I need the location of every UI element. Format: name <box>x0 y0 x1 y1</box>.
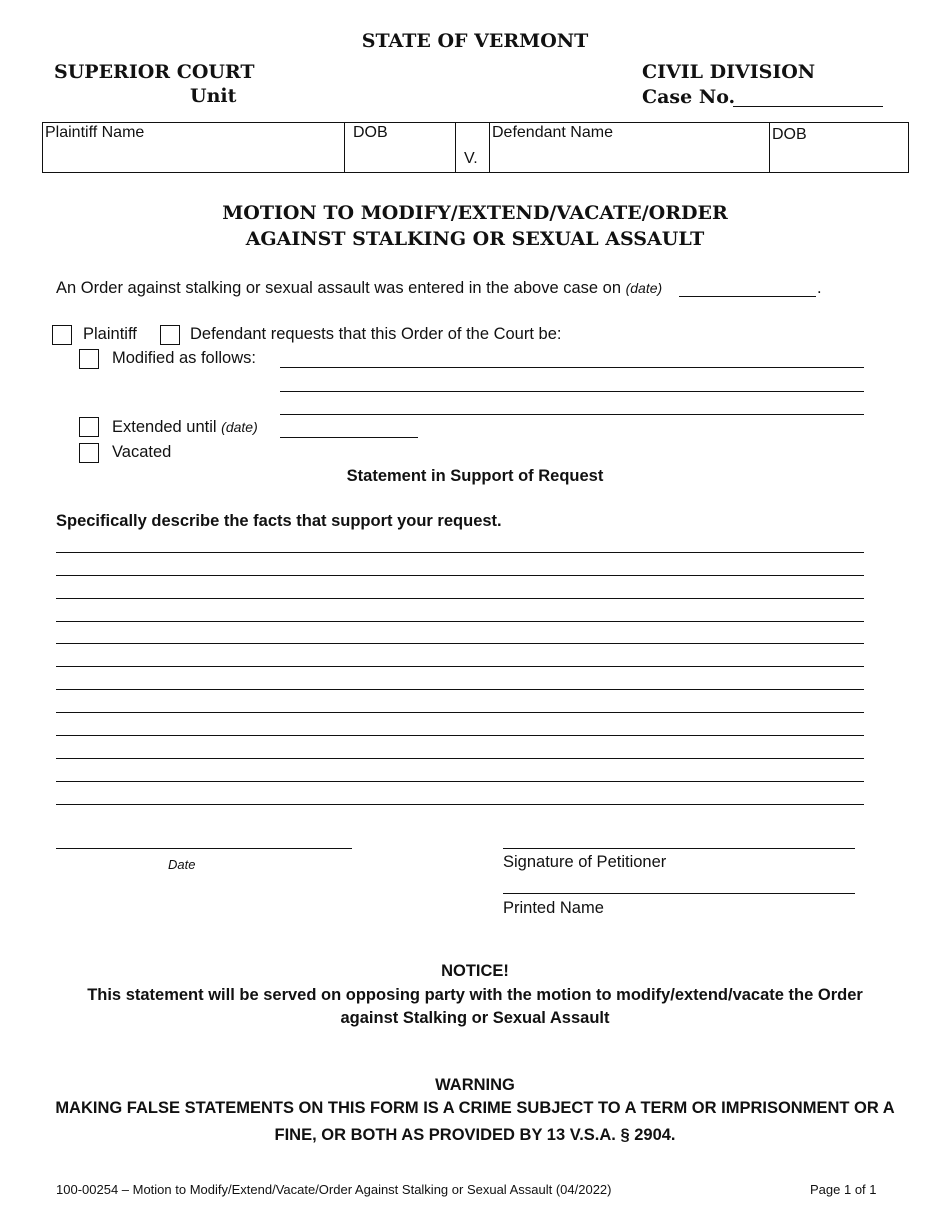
form-title-line-2: AGAINST STALKING OR SEXUAL ASSAULT <box>245 228 705 250</box>
printed-name-line[interactable] <box>503 893 855 894</box>
modified-line-3[interactable] <box>280 414 864 415</box>
statement-line[interactable] <box>56 552 864 553</box>
notice-line-2: against Stalking or Sexual Assault <box>340 1009 610 1027</box>
defendant-request-label: Defendant requests that this Order of the Court be: <box>190 325 562 343</box>
signature-label: Signature of Petitioner <box>503 853 667 871</box>
statement-line[interactable] <box>56 758 864 759</box>
court-name: SUPERIOR COURT <box>54 61 255 83</box>
plaintiff-label: Plaintiff <box>83 325 137 343</box>
notice-heading: NOTICE! <box>441 962 509 980</box>
date-signature-line[interactable] <box>56 848 352 849</box>
intro-date-hint: (date) <box>625 280 663 296</box>
statement-line[interactable] <box>56 643 864 644</box>
plaintiff-name-label: Plaintiff Name <box>45 124 145 141</box>
state-heading: STATE OF VERMONT <box>361 30 589 52</box>
versus-cell <box>456 123 490 173</box>
statement-line[interactable] <box>56 575 864 576</box>
date-label: Date <box>168 857 196 872</box>
form-title-line-1: MOTION TO MODIFY/EXTEND/VACATE/ORDER <box>222 202 728 224</box>
printed-name-label: Printed Name <box>503 899 604 917</box>
form-id-footer: 100-00254 – Motion to Modify/Extend/Vacate/Order Against Stalking or Sexual Assault (04/2022) <box>56 1182 612 1197</box>
modified-label: Modified as follows: <box>112 349 256 367</box>
plaintiff-checkbox[interactable] <box>52 325 72 345</box>
defendant-dob-label: DOB <box>772 126 807 143</box>
vacated-label: Vacated <box>112 443 172 461</box>
page-number: Page 1 of 1 <box>810 1182 877 1197</box>
statement-line[interactable] <box>56 621 864 622</box>
defendant-dob-cell[interactable] <box>770 123 909 173</box>
notice-line-1: This statement will be served on opposing party with the motion to modify/extend/vacate the Order <box>87 986 863 1004</box>
statement-line[interactable] <box>56 666 864 667</box>
statement-instruction: Specifically describe the facts that support your request. <box>56 512 502 530</box>
parties-table <box>42 122 909 173</box>
warning-heading: WARNING <box>435 1076 515 1094</box>
defendant-name-label: Defendant Name <box>492 124 613 141</box>
order-date-field[interactable] <box>679 296 816 297</box>
intro-text: An Order against stalking or sexual assault was entered in the above case on <box>56 279 621 297</box>
modified-line-2[interactable] <box>280 391 864 392</box>
defendant-checkbox[interactable] <box>160 325 180 345</box>
extended-date-field[interactable] <box>280 437 418 438</box>
plaintiff-dob-cell[interactable] <box>345 123 456 173</box>
extended-label-group <box>112 418 258 437</box>
warning-line-2: FINE, OR BOTH AS PROVIDED BY 13 V.S.A. § 2904. <box>274 1126 676 1144</box>
modified-checkbox[interactable] <box>79 349 99 369</box>
extended-date-hint: (date) <box>221 419 258 435</box>
extended-checkbox[interactable] <box>79 417 99 437</box>
statement-line[interactable] <box>56 804 864 805</box>
statement-line[interactable] <box>56 689 864 690</box>
versus-label: V. <box>464 150 478 167</box>
intro-period: . <box>817 279 822 297</box>
plaintiff-dob-label: DOB <box>353 124 388 141</box>
petitioner-signature-line[interactable] <box>503 848 855 849</box>
intro-sentence <box>56 279 662 298</box>
statement-line[interactable] <box>56 598 864 599</box>
case-no-field[interactable] <box>733 106 883 107</box>
statement-line[interactable] <box>56 735 864 736</box>
vacated-checkbox[interactable] <box>79 443 99 463</box>
statement-heading: Statement in Support of Request <box>346 467 604 485</box>
statement-line[interactable] <box>56 712 864 713</box>
modified-line-1[interactable] <box>280 367 864 368</box>
case-no-label: Case No. <box>642 86 736 108</box>
division-label: CIVIL DIVISION <box>642 61 816 83</box>
unit-label: Unit <box>190 85 237 107</box>
defendant-name-cell[interactable] <box>490 123 770 173</box>
warning-line-1: MAKING FALSE STATEMENTS ON THIS FORM IS A CRIME SUBJECT TO A TERM OR IMPRISONMENT OR A <box>55 1099 895 1117</box>
extended-label: Extended until <box>112 418 217 436</box>
statement-line[interactable] <box>56 781 864 782</box>
plaintiff-name-cell[interactable] <box>43 123 345 173</box>
